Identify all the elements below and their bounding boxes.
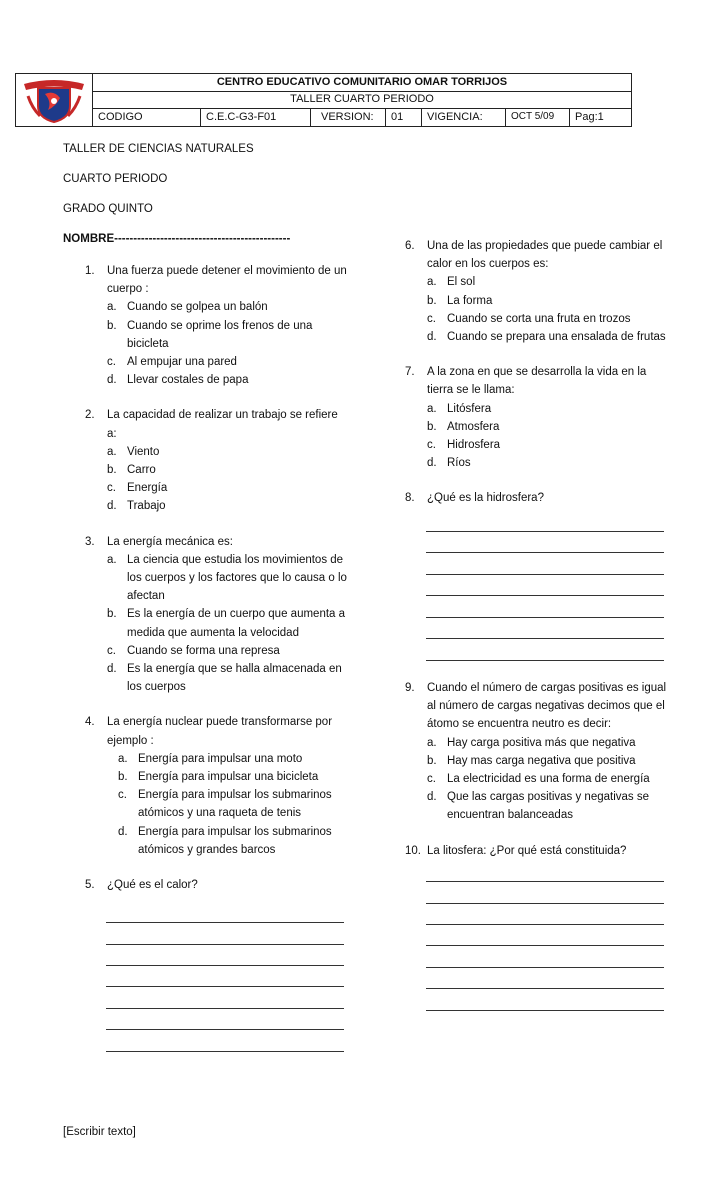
- answer-line[interactable]: [426, 924, 664, 925]
- option[interactable]: a. Cuando se golpea un balón: [107, 301, 268, 314]
- answer-line[interactable]: [106, 944, 344, 945]
- question-6: 6. Una de las propiedades que puede cambiar el calor en los cuerpos es: a. El sol b. La forma c. Cuando se corta una fruta en trozos d. Cuando se prepara una ensalada de frutas: [405, 237, 670, 346]
- option[interactable]: d. Trabajo: [107, 500, 166, 513]
- name-field[interactable]: NOMBRE----------------------------------------------: [63, 233, 291, 245]
- option[interactable]: b. Es la energía de un cuerpo que aumenta a medida que aumenta la velocidad: [107, 608, 346, 639]
- question-4: 4. La energía nuclear puede transformarse por ejemplo : a. Energía para impulsar una moto b. Energía para impulsar una bicicleta c. Energía para impulsar los submarinos atómicos y una raqueta de tenis d. Energía para impulsar los submarinos atómicos y grandes barcos: [85, 713, 350, 859]
- vigencia-label: VIGENCIA:: [422, 108, 506, 126]
- answer-line[interactable]: [106, 1051, 344, 1052]
- codigo-value: C.E.C-G3-F01: [201, 108, 311, 126]
- answer-line[interactable]: [426, 595, 664, 596]
- option[interactable]: c. Al empujar una pared: [107, 356, 237, 369]
- subject-title: TALLER DE CIENCIAS NATURALES: [63, 143, 254, 155]
- answer-line[interactable]: [426, 1010, 664, 1011]
- answer-line[interactable]: [426, 988, 664, 989]
- question-8: 8. ¿Qué es la hidrosfera?: [405, 492, 544, 505]
- option[interactable]: b. Energía para impulsar una bicicleta: [118, 771, 319, 784]
- option[interactable]: d. Es la energía que se halla almacenada en los cuerpos: [107, 663, 342, 694]
- option[interactable]: b. Carro: [107, 464, 156, 477]
- answer-line[interactable]: [426, 552, 664, 553]
- school-name: CENTRO EDUCATIVO COMUNITARIO OMAR TORRIJOS: [93, 74, 631, 92]
- option[interactable]: a. Energía para impulsar una moto: [118, 752, 303, 765]
- answer-line[interactable]: [426, 617, 664, 618]
- option[interactable]: a. Viento: [107, 445, 160, 458]
- answer-line[interactable]: [426, 967, 664, 968]
- footer-placeholder[interactable]: [Escribir texto]: [63, 1126, 136, 1138]
- question-7: 7. A la zona en que se desarrolla la vida en la tierra se le llama: a. Litósfera b. Atmosfera c. Hidrosfera d. Ríos: [405, 363, 670, 472]
- answer-line[interactable]: [106, 922, 344, 923]
- codigo-label: CODIGO: [93, 108, 201, 126]
- grade-label: GRADO QUINTO: [63, 203, 153, 215]
- page-number: Pag:1: [575, 111, 604, 123]
- answer-line[interactable]: [106, 1029, 344, 1030]
- option[interactable]: a. Hay carga positiva más que negativa: [427, 736, 636, 749]
- question-9: 9. Cuando el número de cargas positivas es igual al número de cargas negativas decimos que el átomo se encuentra neutro es decir: a. Hay carga positiva más que negativa b. Hay mas carga negativa que positiva c. La electricidad es una forma de energía d. Que las cargas positivas y negativas se encuentran balanceadas: [405, 679, 670, 825]
- option[interactable]: c. Energía para impulsar los submarinos atómicos y una raqueta de tenis: [118, 789, 332, 820]
- left-column: [85, 262, 350, 894]
- question-3: 3. La energía mecánica es: a. La ciencia que estudia los movimientos de los cuerpos y los factores que lo causa o lo afectan b. Es la energía de un cuerpo que aumenta a medida que aumenta la velocidad c. Cuando se forma una represa d. Es la energía que se halla almacenada en los cuerpos: [85, 533, 350, 697]
- answer-line[interactable]: [426, 531, 664, 532]
- option[interactable]: d. Energía para impulsar los submarinos atómicos y grandes barcos: [118, 825, 332, 856]
- option[interactable]: a. La ciencia que estudia los movimientos de los cuerpos y los factores que lo causa o lo afectan: [107, 553, 347, 603]
- option[interactable]: c. Energía: [107, 482, 168, 495]
- answer-line[interactable]: [426, 660, 664, 661]
- option[interactable]: c. Hidrosfera: [427, 439, 501, 452]
- period-label: CUARTO PERIODO: [63, 173, 168, 185]
- option[interactable]: b. Hay mas carga negativa que positiva: [427, 754, 636, 767]
- version-label: VERSION:: [311, 108, 386, 126]
- question-10: 10. La litosfera: ¿Por qué está constituida?: [405, 844, 627, 857]
- option[interactable]: b. La forma: [427, 294, 493, 307]
- version-value: 01: [386, 108, 422, 126]
- answer-line[interactable]: [426, 638, 664, 639]
- option[interactable]: a. El sol: [427, 276, 476, 289]
- option[interactable]: c. Cuando se corta una fruta en trozos: [427, 312, 631, 325]
- option[interactable]: a. Litósfera: [427, 402, 492, 415]
- option[interactable]: b. Atmosfera: [427, 420, 500, 433]
- answer-line[interactable]: [106, 1008, 344, 1009]
- answer-line[interactable]: [426, 945, 664, 946]
- school-logo-cell: [16, 74, 93, 126]
- option[interactable]: d. Que las cargas positivas y negativas se encuentran balanceadas: [427, 791, 649, 822]
- question-2: 2. La capacidad de realizar un trabajo se refiere a: a. Viento b. Carro c. Energía d. Trabajo: [85, 406, 350, 515]
- vigencia-value: OCT 5/09: [506, 108, 570, 126]
- option[interactable]: b. Cuando se oprime los frenos de una bicicleta: [107, 319, 313, 350]
- question-5: 5. ¿Qué es el calor?: [85, 879, 198, 892]
- right-column: [405, 237, 670, 508]
- option[interactable]: c. Cuando se forma una represa: [107, 644, 280, 657]
- answer-line[interactable]: [426, 881, 664, 882]
- answer-line[interactable]: [106, 965, 344, 966]
- option[interactable]: d. Llevar costales de papa: [107, 374, 249, 387]
- answer-line[interactable]: [426, 903, 664, 904]
- workshop-subtitle: TALLER CUARTO PERIODO: [93, 91, 631, 109]
- option[interactable]: d. Cuando se prepara una ensalada de frutas: [427, 331, 666, 344]
- answer-line[interactable]: [106, 986, 344, 987]
- question-1: 1. Una fuerza puede detener el movimiento de un cuerpo : a. Cuando se golpea un balón b. Cuando se oprime los frenos de una bicicleta c. Al empujar una pared d. Llevar costales de papa: [85, 262, 350, 389]
- option[interactable]: d. Ríos: [427, 457, 471, 470]
- option[interactable]: c. La electricidad es una forma de energía: [427, 773, 650, 786]
- school-crest-icon: [16, 74, 92, 126]
- header-table: [15, 73, 632, 127]
- right-column-lower: [405, 679, 670, 860]
- answer-line[interactable]: [426, 574, 664, 575]
